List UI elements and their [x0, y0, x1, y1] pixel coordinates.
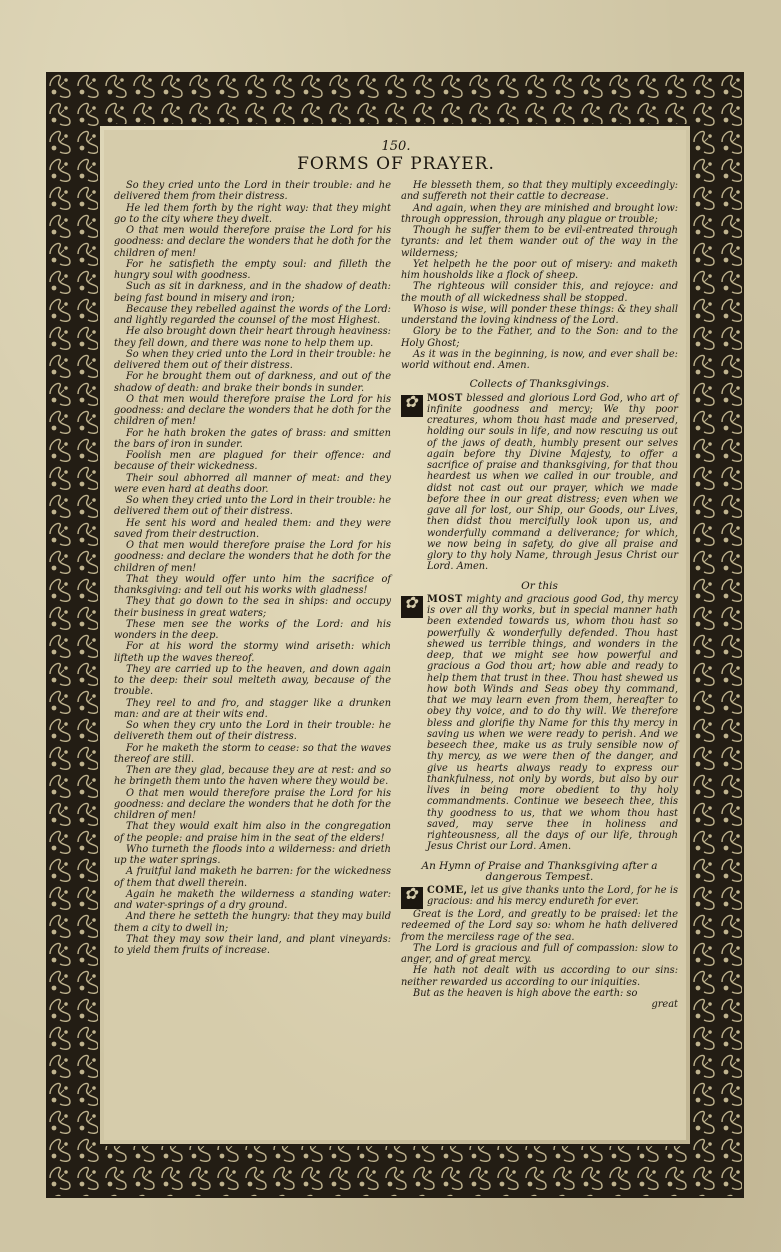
verse: The righteous will consider this, and rejoyce: and the mouth of all wickedness shall be stopped.	[401, 281, 678, 304]
verse: For he satisfieth the empty soul: and filleth the hungry soul with goodness.	[114, 258, 391, 281]
drop-cap-word: MOST	[427, 593, 463, 605]
collect-second	[401, 594, 678, 853]
verse: They reel to and fro, and stagger like a drunken man: and are at their wits end.	[114, 697, 391, 720]
page-number: 150.	[381, 139, 411, 154]
or-this-heading: Or this	[521, 579, 558, 592]
verse: For he brought them out of darkness, and out of the shadow of death: and brake their bonds in sunder.	[114, 371, 391, 394]
ornament-initial-icon	[401, 596, 423, 618]
verse: Such as sit in darkness, and in the shadow of death: being fast bound in misery and iron;	[114, 281, 391, 304]
verse: As it was in the beginning, is now, and ever shall be: world without end. Amen.	[401, 348, 678, 371]
verse: For he hath broken the gates of brass: and smitten the bars of iron in sunder.	[114, 427, 391, 450]
hymn-opening	[401, 885, 678, 909]
collect-heading: Collects of Thanksgivings.	[469, 378, 610, 391]
verse: O that men would therefore praise the Lord for his goodness: and declare the wonders that he doth for the children of men!	[114, 787, 391, 821]
verse: So when they cried unto the Lord in their trouble: he delivered them out of their distress.	[114, 348, 391, 371]
hymn-text: let us give thanks unto the Lord, for he is gracious: and his mercy endureth for ever.	[427, 885, 678, 908]
verse: That they may sow their land, and plant vineyards: to yield them fruits of increase.	[114, 933, 391, 956]
page-title: FORMS OF PRAYER.	[297, 154, 495, 174]
right-column	[401, 180, 678, 1010]
verse: He sent his word and healed them: and they were saved from their destruction.	[114, 517, 391, 540]
verse: But as the heaven is high above the earth: so	[413, 987, 638, 999]
verse: Great is the Lord, and greatly to be praised: let the redeemed of the Lord say so: whom he hath delivered from the merciless rage of the sea.	[401, 909, 678, 943]
page-header	[114, 140, 678, 174]
verse: They that go down to the sea in ships: and occupy their business in great waters;	[114, 596, 391, 619]
printed-page	[104, 130, 686, 1140]
verse: For he maketh the storm to cease: so that the waves thereof are still.	[114, 742, 391, 765]
ornament-initial-icon	[401, 887, 423, 909]
verse: Then are they glad, because they are at rest: and so he bringeth them unto the haven where they would be.	[114, 765, 391, 788]
verse: He hath not dealt with us according to our sins: neither rewarded us according to our iniquities.	[401, 965, 678, 988]
collect-text: blessed and glorious Lord God, who art of infinite goodness and mercy; We thy poor creatures, whom thou hast made and preserved, holding our souls in life, and now rescuing us out of the jaws of death, humbly present our selves again before thy Divine Majesty, to offer a sacrifice of praise and thanksgiving, for that thou heardest us when we called in our trouble, and didst not cast out our prayer, which we made before thee in our great distress; even when we gave all for lost, our Ship, our Goods, our Lives, then didst thou mercifully look upon us, and wonderfully command a deliverance; for which, we now being in safety, do give all praise and glory to thy holy Name, through Jesus Christ our Lord. Amen.	[427, 392, 678, 573]
drop-cap-word: COME,	[427, 885, 468, 896]
ornament-initial-icon	[401, 395, 423, 417]
verse: The Lord is gracious and full of compassion: slow to anger, and of great mercy.	[401, 942, 678, 965]
psalm-continuation	[401, 180, 678, 371]
verse: And there he setteth the hungry: that they may build them a city to dwell in;	[114, 911, 391, 934]
verse: That they would exalt him also in the congregation of the people: and praise him in the seat of the elders!	[114, 821, 391, 844]
verse: He led them forth by the right way: that they might go to the city where they dwelt.	[114, 202, 391, 225]
verse: They are carried up to the heaven, and down again to the deep: their soul melteth away, because of the trouble.	[114, 663, 391, 698]
verse: That they would offer unto him the sacrifice of thanksgiving: and tell out his works with gladness!	[114, 573, 391, 596]
verse: Again he maketh the wilderness a standing water: and water-springs of a dry ground.	[114, 888, 391, 911]
verse: Yet helpeth he the poor out of misery: and maketh him housholds like a flock of sheep.	[401, 258, 678, 281]
two-columns	[114, 180, 678, 1010]
verse: Whoso is wise, will ponder these things: & they shall understand the loving kindness of the Lord.	[401, 303, 678, 326]
verse: O that men would therefore praise the Lord for his goodness: and declare the wonders that he doth for the children of men!	[114, 540, 391, 574]
verse: He blesseth them, so that they multiply exceedingly: and suffereth not their cattle to decrease.	[401, 180, 678, 203]
left-column	[114, 180, 391, 1010]
collect-first	[401, 393, 678, 573]
verse: So when they cry unto the Lord in their trouble: he delivereth them out of their distress.	[114, 720, 391, 743]
verse: Foolish men are plagued for their offence: and because of their wickedness.	[114, 450, 391, 473]
verse: Who turneth the floods into a wilderness: and drieth up the water springs.	[114, 843, 391, 866]
verse: Their soul abhorred all manner of meat: and they were even hard at deaths door.	[114, 472, 391, 495]
hymn-verses	[401, 909, 678, 999]
verse: Glory be to the Father, and to the Son: and to the Holy Ghost;	[401, 326, 678, 349]
verse: A fruitful land maketh he barren: for the wickedness of them that dwell therein.	[114, 866, 391, 889]
verse: So when they cried unto the Lord in their trouble: he delivered them out of their distress.	[114, 495, 391, 518]
verse: O that men would therefore praise the Lord for his goodness: and declare the wonders that he doth for the children of men!	[114, 393, 391, 428]
verse: So they cried unto the Lord in their trouble: and he delivered them from their distress.	[114, 180, 391, 203]
verse: And again, when they are minished and brought low: through oppression, through any plague or trouble;	[401, 202, 678, 225]
verse: Because they rebelled against the words of the Lord: and lightly regarded the counsel of the most Highest.	[114, 303, 391, 326]
hymn-heading: An Hymn of Praise and Thanksgiving after a dangerous Tempest.	[421, 859, 658, 883]
drop-cap-word: MOST	[427, 392, 463, 404]
verse: For at his word the stormy wind ariseth: which lifteth up the waves thereof.	[114, 641, 391, 664]
verse: He also brought down their heart through heaviness: they fell down, and there was none to help them up.	[114, 326, 391, 349]
verse: O that men would therefore praise the Lord for his goodness: and declare the wonders that he doth for the children of men!	[114, 225, 391, 259]
collect-text: mighty and gracious good God, thy mercy is over all thy works, but in special manner hath been extended towards us, whom thou hast so powerfully & wonderfully defended. Thou hast shewed us terrible things, and wonders in the deep, that we might see how powerful and gracious a God thou art; how able and ready to help them that trust in thee. Thou hast shewed us how both Winds and Seas obey thy command, that we may learn even from them, hereafter to obey thy voice, and to do thy will. We therefore bless and glorifie thy Name for this thy mercy in saving us when we were ready to perish. And we beseech thee, make us as truly sensible now of thy mercy, as we were then of the danger, and give us hearts always ready to express our thankfulness, not only by words, but also by our lives in being more obedient to thy holy commandments. Continue we beseech thee, this thy goodness to us, that we whom thou hast saved, may serve thee in holiness and righteousness, all the days of our life, through Jesus Christ our Lord. Amen.	[427, 593, 678, 853]
verse: These men see the works of the Lord: and his wonders in the deep.	[114, 618, 391, 641]
catchword: great	[651, 999, 678, 1010]
verse: Though he suffer them to be evil-entreated through tyrants: and let them wander out of the way in the wilderness;	[401, 225, 678, 259]
